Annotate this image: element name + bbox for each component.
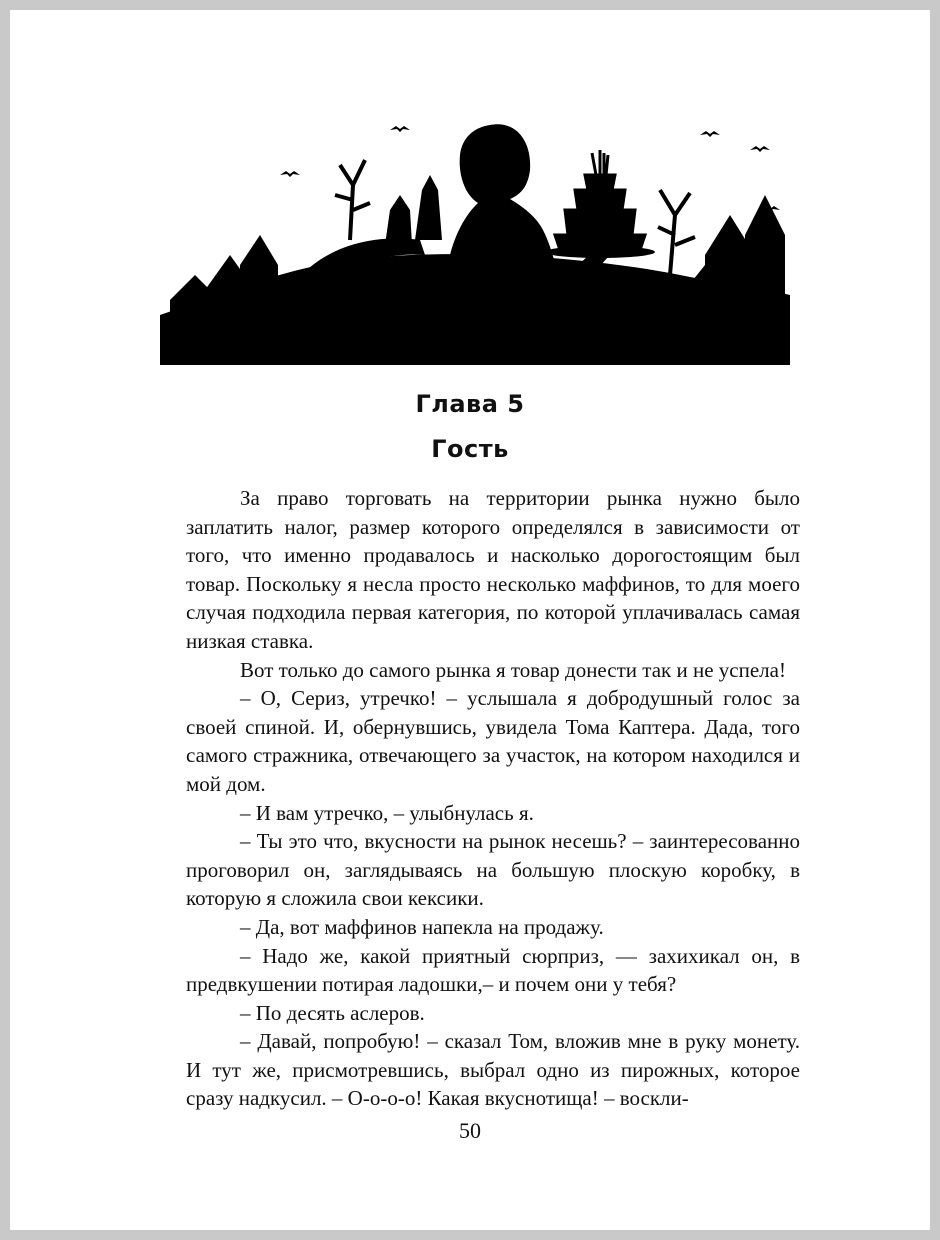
paragraph: – И вам утречко, – улыбнулась я. bbox=[240, 800, 534, 825]
paragraph: – По десять аслеров. bbox=[240, 1000, 425, 1025]
tower-left-2 bbox=[385, 195, 412, 245]
paragraph: – Давай, попробую! – сказал Том, вложив мне в руку монету. И тут же, присмотревшись, выбрал одно из пирожных, которое сразу надкусил. – О-о-о-о! Какая вкуснотища! – воскли- bbox=[186, 1029, 800, 1111]
bat-1 bbox=[280, 171, 300, 177]
tree-right bbox=[658, 190, 695, 275]
paragraph: Вот только до самого рынка я товар донести так и не успела! bbox=[240, 657, 786, 682]
bat-4 bbox=[750, 146, 770, 152]
body-text bbox=[186, 484, 800, 1113]
cake-plate bbox=[545, 246, 655, 258]
paragraph: – Да, вот маффинов напекла на продажу. bbox=[240, 914, 604, 939]
chapter-number: Глава 5 bbox=[415, 390, 525, 418]
tree-left bbox=[335, 160, 370, 240]
house-right-2 bbox=[745, 195, 785, 330]
paragraph: – Ты это что, вкусности на рынок несешь? – заинтересованно проговорил он, заглядываясь на большую плоскую коробку, в которую я сложила свои кексики. bbox=[186, 829, 800, 911]
page-number: 50 bbox=[459, 1118, 481, 1143]
paragraph: – Надо же, какой приятный сюрприз, — захихикал он, в предвкушении потирая ладошки,– и почем они у тебя? bbox=[186, 943, 800, 997]
bat-3 bbox=[700, 131, 720, 137]
bat-2 bbox=[390, 126, 410, 132]
chapter-title: Гость bbox=[431, 435, 509, 463]
chapter-illustration bbox=[160, 115, 790, 365]
tower-left bbox=[415, 175, 442, 240]
paragraph: – О, Сериз, утречко! – услышала я добродушный голос за своей спиной. И, обернувшись, увидела Тома Каптера. Дада, того самого стражника, отвечающего за участок, на котором находился и мой дом. bbox=[186, 686, 800, 796]
book-page bbox=[10, 10, 930, 1230]
house-left-3 bbox=[240, 235, 278, 315]
paragraph: За право торговать на территории рынка нужно было заплатить налог, размер которого определялся в зависимости от того, что именно продавалось и насколько дорогостоящим был товар. Поскольку я несла просто несколько маффинов, то для моего случая подходила первая категория, по которой уплачивалась самая низкая ставка. bbox=[186, 486, 800, 653]
cake-silhouette bbox=[555, 150, 645, 250]
